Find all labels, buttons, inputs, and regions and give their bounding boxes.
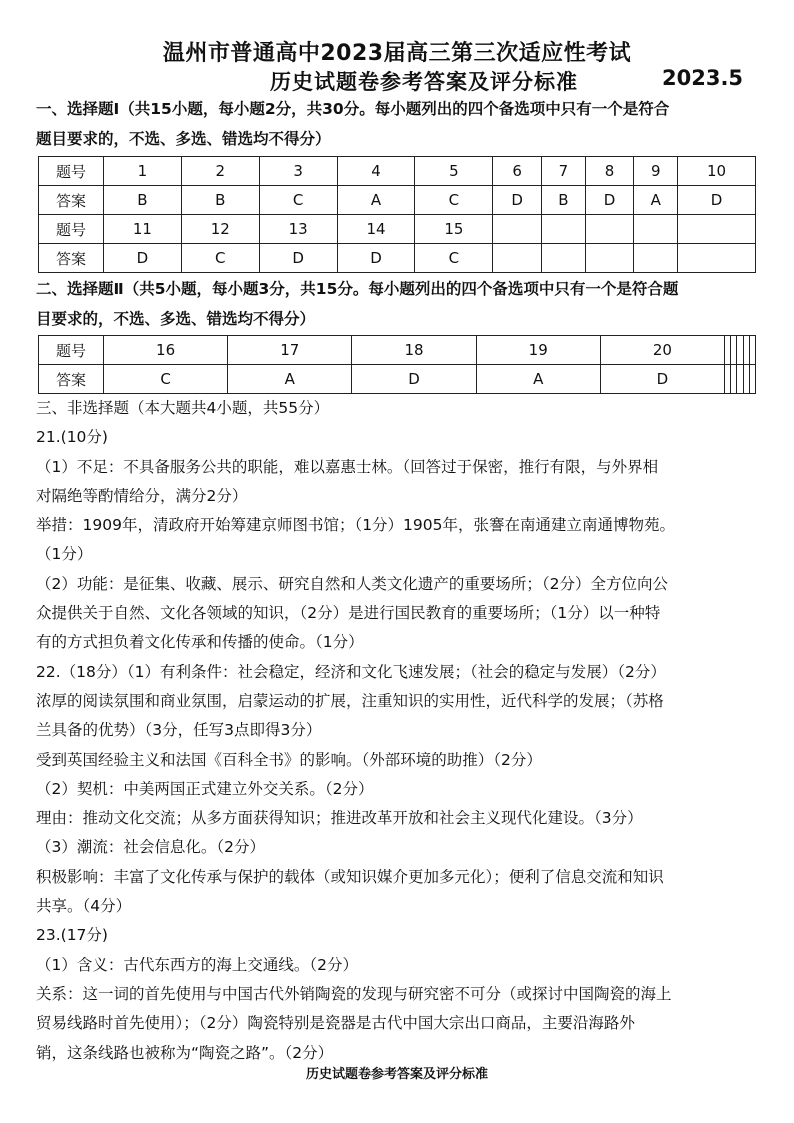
answer-label: 答案 (39, 244, 104, 273)
section3-heading: 三、非选择题（本大题共4小题，共55分） (36, 399, 330, 417)
answer-line: 兰具备的优势）（3分，任写3点即得3分） (36, 721, 322, 740)
question-number-label: 题号 (39, 215, 104, 244)
question-number-cell: 10 (678, 157, 756, 186)
answer-line: 销，这条线路也被称为“陶瓷之路”。（2分） (36, 1043, 334, 1062)
answer-cell (493, 244, 542, 273)
question-number-cell: 2 (181, 157, 259, 186)
answer-line: （3）潮流：社会信息化。（2分） (36, 838, 265, 857)
table-row (39, 365, 756, 394)
question-number-cell: 20 (600, 336, 724, 365)
answer-line: 21.(10分) (36, 428, 108, 447)
question-number-cell (585, 215, 634, 244)
answer-cell (678, 244, 756, 273)
answer-line: （2）功能：是征集、收藏、展示、研究自然和人类文化遗产的重要场所；（2分）全方位向公 (36, 574, 668, 593)
question-number-cell (749, 336, 755, 365)
answer-cell: D (585, 186, 634, 215)
question-number-cell: 3 (259, 157, 337, 186)
answer-cell (585, 244, 634, 273)
section2-answer-table (38, 335, 756, 394)
answer-line: 受到英国经验主义和法国《百科全书》的影响。（外部环境的助推）（2分） (36, 750, 542, 769)
answer-cell: B (104, 186, 182, 215)
section2-heading (36, 274, 756, 334)
answer-cell: C (415, 186, 493, 215)
question-number-cell: 14 (337, 215, 415, 244)
answer-cell: B (541, 186, 585, 215)
question-number-cell: 16 (104, 336, 228, 365)
answer-cell (749, 365, 755, 394)
question-number-label: 题号 (39, 336, 104, 365)
answer-line: （2）契机：中美两国正式建立外交关系。（2分） (36, 779, 374, 798)
table-row (39, 215, 756, 244)
answer-cell: C (104, 365, 228, 394)
answer-cell (634, 244, 678, 273)
answer-cell: C (259, 186, 337, 215)
answer-line: 有的方式担负着文化传承和传播的使命。（1分） (36, 633, 364, 652)
answer-line: 23.(17分) (36, 926, 108, 945)
answer-line: 22.（18分）（1）有利条件：社会稳定，经济和文化飞速发展；（社会的稳定与发展）（2分） (36, 662, 666, 681)
section2-heading-line1: 二、选择题Ⅱ（共5小题，每小题3分，共15分。每小题列出的四个备选项中只有一个是符合题 (36, 280, 679, 298)
question-number-cell: 18 (352, 336, 476, 365)
document-subtitle: 历史试题卷参考答案及评分标准 (270, 70, 578, 94)
answer-line: （1）含义：古代东西方的海上交通线。（2分） (36, 955, 358, 974)
question-number-cell (678, 215, 756, 244)
question-number-cell (541, 215, 585, 244)
question-number-cell: 5 (415, 157, 493, 186)
answer-cell: D (600, 365, 724, 394)
exam-date: 2023.5 (662, 66, 744, 90)
answer-line: 众提供关于自然、文化各领域的知识，（2分）是进行国民教育的重要场所；（1分）以一种特 (36, 604, 661, 623)
answer-cell (541, 244, 585, 273)
answer-line: 浓厚的阅读氛围和商业氛围，启蒙运动的扩展，注重知识的实用性，近代科学的发展；（苏格 (36, 691, 664, 710)
question-number-cell (493, 215, 542, 244)
question-number-cell: 13 (259, 215, 337, 244)
question-number-cell: 8 (585, 157, 634, 186)
answer-cell: D (259, 244, 337, 273)
answer-line: 关系：这一词的首先使用与中国古代外销陶瓷的发现与研究密不可分（或探讨中国陶瓷的海上 (36, 984, 672, 1003)
answer-line: 积极影响：丰富了文化传承与保护的载体（或知识媒介更加多元化）；便利了信息交流和知识 (36, 867, 664, 886)
answer-line: 对隔绝等酌情给分，满分2分） (36, 486, 248, 505)
table-row (39, 244, 756, 273)
question-number-cell: 4 (337, 157, 415, 186)
answer-label: 答案 (39, 365, 104, 394)
question-number-cell: 12 (181, 215, 259, 244)
page-footer: 历史试题卷参考答案及评分标准 (305, 1067, 488, 1082)
question-number-cell (634, 215, 678, 244)
table-row (39, 186, 756, 215)
answer-cell: B (181, 186, 259, 215)
section1-heading-line1: 一、选择题Ⅰ（共15小题，每小题2分，共30分。每小题列出的四个备选项中只有一个是符合 (36, 100, 670, 118)
table-row (39, 336, 756, 365)
question-number-cell: 15 (415, 215, 493, 244)
answer-label: 答案 (39, 186, 104, 215)
answer-line: 举措：1909年，清政府开始筹建京师图书馆；（1分）1905年，张謇在南通建立南通博物苑。 (36, 516, 676, 535)
question-number-cell: 6 (493, 157, 542, 186)
answer-cell: D (104, 244, 182, 273)
section1-heading (36, 94, 756, 154)
section3-content (36, 394, 758, 1068)
section2-heading-line2: 目要求的，不选、多选、错选均不得分） (36, 310, 316, 328)
question-number-cell: 19 (476, 336, 600, 365)
answer-line: 理由：推动文化交流；从多方面获得知识；推进改革开放和社会主义现代化建设。（3分） (36, 809, 643, 828)
answer-line: （1）不足：不具备服务公共的职能，难以嘉惠士林。（回答过于保密，推行有限，与外界相 (36, 457, 659, 476)
answer-cell: A (476, 365, 600, 394)
answer-cell: A (228, 365, 352, 394)
table-row (39, 157, 756, 186)
question-number-cell: 17 (228, 336, 352, 365)
answer-cell: C (415, 244, 493, 273)
question-number-cell: 11 (104, 215, 182, 244)
answer-cell: C (181, 244, 259, 273)
exam-title: 温州市普通高中2023届高三第三次适应性考试 (162, 41, 632, 66)
answer-cell: A (634, 186, 678, 215)
section1-answer-table (38, 156, 756, 273)
question-number-label: 题号 (39, 157, 104, 186)
answer-cell: D (493, 186, 542, 215)
answer-line: 贸易线路时首先使用）；（2分）陶瓷特别是瓷器是古代中国大宗出口商品，主要沿海路外 (36, 1014, 635, 1033)
answer-cell: A (337, 186, 415, 215)
answer-line: 共享。（4分） (36, 897, 132, 916)
answer-line: （1分） (36, 545, 93, 564)
section1-heading-line2: 题目要求的，不选、多选、错选均不得分） (36, 130, 331, 148)
answer-cell: D (337, 244, 415, 273)
question-number-cell: 1 (104, 157, 182, 186)
question-number-cell: 9 (634, 157, 678, 186)
question-number-cell: 7 (541, 157, 585, 186)
answer-cell: D (678, 186, 756, 215)
answer-cell: D (352, 365, 476, 394)
